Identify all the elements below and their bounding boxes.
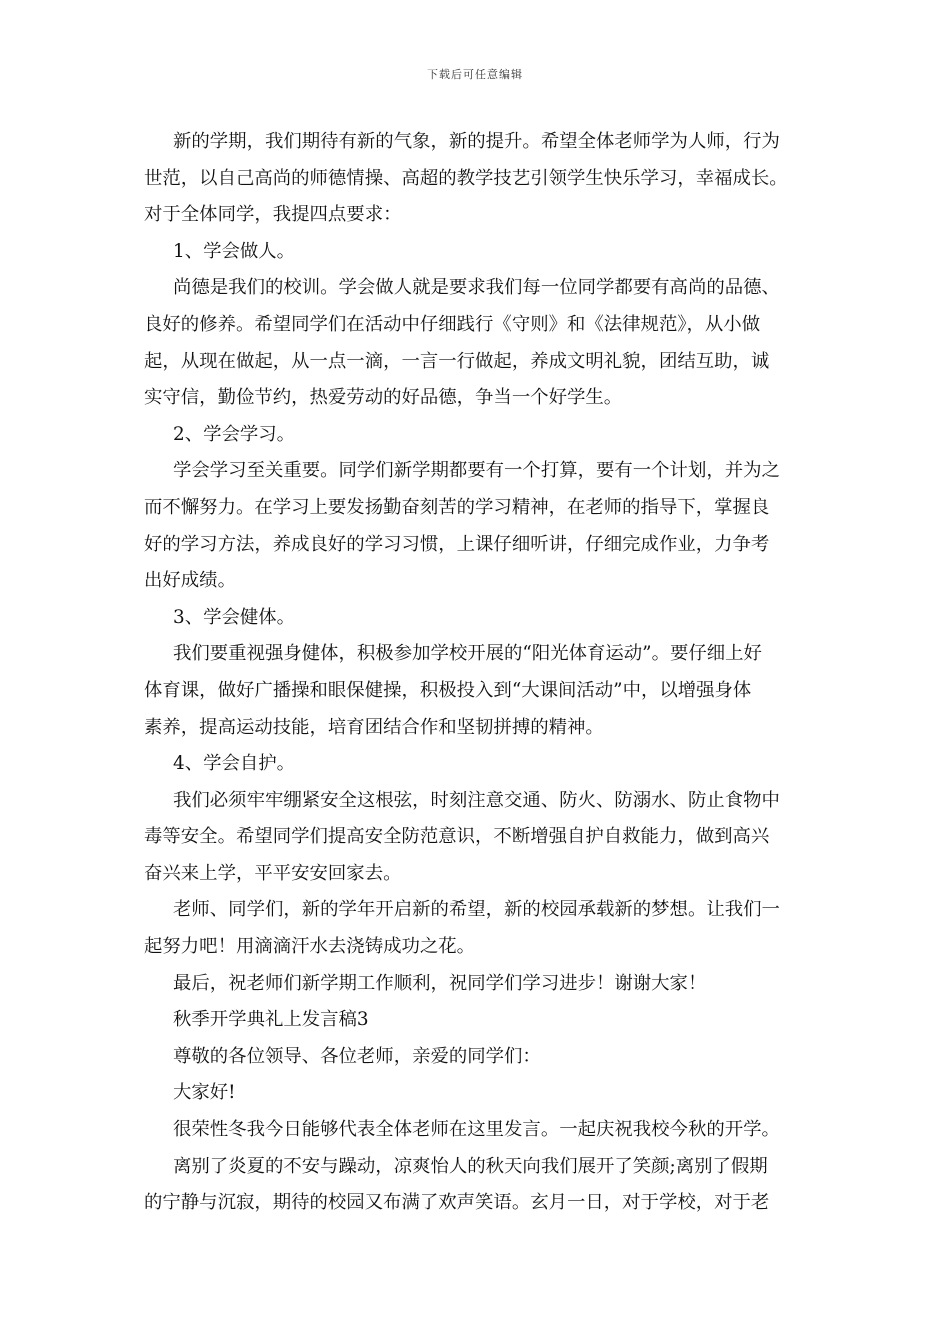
text-line: 奋兴来上学，平平安安回家去。 xyxy=(144,862,402,884)
text-line: 很荣性冬我今日能够代表全体老师在这里发言。一起庆祝我校今秋的开学。 xyxy=(173,1119,780,1141)
text-line: 对于全体同学，我提四点要求： xyxy=(144,204,402,226)
text-line: 我们必须牢牢绷紧安全这根弦，时刻注意交通、防火、防溺水、防止食物中 xyxy=(173,789,780,811)
text-line: 我们要重视强身健体，积极参加学校开展的“阳光体育运动”。要仔细上好 xyxy=(173,643,762,665)
text-line: 良好的修养。希望同学们在活动中仔细践行《守则》和《法律规范》，从小做 xyxy=(144,313,761,335)
page-header-note: 下载后可任意编辑 xyxy=(427,68,523,81)
text-line: 的宁静与沉寂，期待的校园又布满了欢声笑语。玄月一日，对于学校，对于老 xyxy=(144,1192,770,1214)
text-line: 2、学会学习。 xyxy=(173,423,296,445)
text-line: 尊敬的各位领导、各位老师，亲爱的同学们： xyxy=(173,1045,541,1067)
text-line: 1、学会做人。 xyxy=(173,240,296,262)
text-line: 出好成绩。 xyxy=(144,570,236,592)
text-line: 学会学习至关重要。同学们新学期都要有一个打算，要有一个计划，并为之 xyxy=(173,460,780,482)
text-line: 实守信，勤俭节约，热爱劳动的好品德，争当一个好学生。 xyxy=(144,387,623,409)
text-line: 秋季开学典礼上发言稿3 xyxy=(173,1009,369,1031)
text-line: 素养，提高运动技能，培育团结合作和坚韧拼搏的精神。 xyxy=(144,716,604,738)
text-line: 老师、同学们，新的学年开启新的希望，新的校园承载新的梦想。让我们一 xyxy=(173,899,780,921)
text-line: 大家好! xyxy=(173,1082,236,1104)
text-line: 离别了炎夏的不安与躁动，凉爽怡人的秋天向我们展开了笑颜;离别了假期 xyxy=(173,1155,768,1177)
text-line: 起努力吧！用滴滴汗水去浇铸成功之花。 xyxy=(144,936,476,958)
document-body xyxy=(144,124,812,1222)
text-line: 新的学期，我们期待有新的气象，新的提升。希望全体老师学为人师，行为 xyxy=(173,131,780,152)
text-line: 毒等安全。希望同学们提高安全防范意识，不断增强自护自救能力，做到高兴 xyxy=(144,826,770,848)
text-line: 最后，祝老师们新学期工作顺利，祝同学们学习进步！谢谢大家！ xyxy=(173,972,707,994)
text-line: 而不懈努力。在学习上要发扬勤奋刻苦的学习精神，在老师的指导下，掌握良 xyxy=(144,496,770,518)
text-line: 3、学会健体。 xyxy=(173,606,296,628)
text-line: 世范，以自己高尚的师德情操、高超的教学技艺引领学生快乐学习，幸福成长。 xyxy=(144,167,788,189)
text-line: 4、学会自护。 xyxy=(173,753,296,775)
text-line: 尚德是我们的校训。学会做人就是要求我们每一位同学都要有高尚的品德、 xyxy=(173,277,780,299)
text-line: 起，从现在做起，从一点一滴，一言一行做起，养成文明礼貌，团结互助，诚 xyxy=(144,350,770,372)
text-line: 体育课，做好广播操和眼保健操，积极投入到“大课间活动”中，以增强身体 xyxy=(144,679,752,701)
text-line: 好的学习方法，养成良好的学习习惯，上课仔细听讲，仔细完成作业，力争考 xyxy=(144,533,770,555)
